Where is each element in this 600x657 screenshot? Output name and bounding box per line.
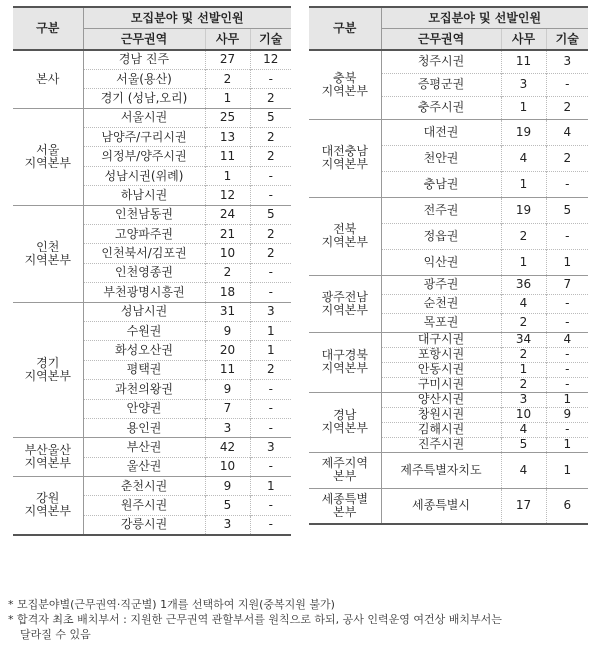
area-cell: 제주특별자치도 (381, 452, 501, 488)
office-count-cell: 31 (205, 302, 250, 321)
office-count-cell: 24 (205, 205, 250, 224)
area-cell: 부천광명시흥권 (83, 283, 205, 302)
office-count-cell: 12 (205, 186, 250, 205)
region-label: 본부 (333, 469, 357, 483)
tech-count-cell: - (250, 380, 291, 399)
area-cell: 인천남동권 (83, 205, 205, 224)
region-label: 지역본부 (321, 157, 368, 171)
area-cell: 진주시권 (381, 437, 501, 452)
left-table-body (13, 50, 291, 535)
area-cell: 양산시권 (381, 392, 501, 407)
office-count-cell: 10 (501, 407, 546, 422)
office-count-cell: 1 (501, 362, 546, 377)
area-cell: 과천의왕권 (83, 380, 205, 399)
region-cell (13, 438, 83, 477)
office-count-cell: 4 (501, 422, 546, 437)
tech-count-cell: 1 (546, 437, 588, 452)
area-cell: 원주시권 (83, 496, 205, 515)
area-cell: 고양파주권 (83, 225, 205, 244)
table-row (309, 119, 588, 145)
region-cell (309, 452, 381, 488)
header-tech: 기술 (546, 29, 588, 51)
region-label: 제주지역 (321, 456, 368, 470)
tech-count-cell: - (250, 186, 291, 205)
header-category: 구분 (13, 7, 83, 50)
tech-count-cell: 2 (250, 89, 291, 108)
footnote-line: * 합격자 최초 배치부서 : 지원한 근무권역 관할부서를 원칙으로 하되, 공사 인력운영 여건상 배치부서는 (8, 613, 502, 626)
header-recruit-field: 모집분야 및 선발인원 (381, 7, 588, 29)
office-count-cell: 19 (501, 119, 546, 145)
region-label: 지역본부 (321, 235, 368, 249)
region-cell (309, 392, 381, 452)
tech-count-cell: - (250, 418, 291, 437)
area-cell: 순천권 (381, 294, 501, 313)
tech-count-cell: 5 (250, 108, 291, 127)
office-count-cell: 20 (205, 341, 250, 360)
office-count-cell: 17 (501, 488, 546, 524)
area-cell: 서울(용산) (83, 69, 205, 88)
table-row (309, 452, 588, 488)
table-row (309, 332, 588, 347)
region-label: 지역본부 (321, 83, 368, 98)
tech-count-cell: - (250, 496, 291, 515)
office-count-cell: 2 (501, 377, 546, 392)
header-recruit-field: 모집분야 및 선발인원 (83, 7, 291, 29)
office-count-cell: 9 (205, 380, 250, 399)
table-row (13, 302, 291, 321)
office-count-cell: 21 (205, 225, 250, 244)
office-count-cell: 4 (501, 294, 546, 313)
region-label: 부산울산 (24, 443, 71, 458)
region-label: 지역본부 (321, 302, 368, 317)
table-row (13, 477, 291, 496)
tech-count-cell: - (546, 377, 588, 392)
region-label: 서울 (36, 142, 60, 157)
footnotes (8, 597, 596, 642)
region-cell (309, 275, 381, 332)
tech-count-cell: - (250, 166, 291, 185)
area-cell: 인천영종권 (83, 263, 205, 282)
area-cell: 평택권 (83, 360, 205, 379)
area-cell: 인천북서/김포권 (83, 244, 205, 263)
tech-count-cell: - (250, 283, 291, 302)
tech-count-cell: 3 (250, 438, 291, 457)
tech-count-cell: 2 (250, 147, 291, 166)
header-tech: 기술 (250, 29, 291, 51)
tech-count-cell: 5 (250, 205, 291, 224)
table-row (13, 50, 291, 69)
office-count-cell: 19 (501, 197, 546, 223)
tech-count-cell: - (546, 73, 588, 96)
tech-count-cell: 3 (546, 50, 588, 73)
tech-count-cell: 7 (546, 275, 588, 294)
tech-count-cell: 12 (250, 50, 291, 69)
tech-count-cell: 3 (250, 302, 291, 321)
area-cell: 하남시권 (83, 186, 205, 205)
table-row (309, 50, 588, 73)
region-label: 전북 (333, 222, 357, 236)
office-count-cell: 5 (205, 496, 250, 515)
office-count-cell: 11 (205, 147, 250, 166)
area-cell: 안동시권 (381, 362, 501, 377)
area-cell: 천안권 (381, 145, 501, 171)
tech-count-cell: 1 (250, 477, 291, 496)
area-cell: 성남시권(위례) (83, 166, 205, 185)
office-count-cell: 11 (501, 50, 546, 73)
tech-count-cell: - (250, 263, 291, 282)
tech-count-cell: 1 (546, 249, 588, 275)
footnote-line: 달라질 수 있음 (20, 628, 91, 641)
tech-count-cell: 6 (546, 488, 588, 524)
tech-count-cell: - (546, 362, 588, 377)
region-label: 지역본부 (321, 361, 368, 375)
region-label: 지역본부 (24, 456, 71, 471)
area-cell: 충주시권 (381, 96, 501, 119)
region-label: 광주전남 (321, 289, 368, 304)
tech-count-cell: - (250, 69, 291, 88)
tech-count-cell: 5 (546, 197, 588, 223)
area-cell: 익산권 (381, 249, 501, 275)
table-row (309, 197, 588, 223)
region-label: 경남 (333, 408, 357, 422)
tech-count-cell: 2 (250, 360, 291, 379)
office-count-cell: 27 (205, 50, 250, 69)
tech-count-cell: 2 (546, 96, 588, 119)
table-row (13, 438, 291, 457)
region-label: 본사 (36, 71, 60, 86)
right-table-body (309, 50, 588, 524)
area-cell: 광주권 (381, 275, 501, 294)
header-office: 사무 (501, 29, 546, 51)
area-cell: 화성오산권 (83, 341, 205, 360)
region-label: 강원 (36, 491, 60, 506)
region-cell (309, 488, 381, 524)
region-cell (309, 332, 381, 392)
area-cell: 경남 진주 (83, 50, 205, 69)
tech-count-cell: 4 (546, 119, 588, 145)
tech-count-cell: 9 (546, 407, 588, 422)
area-cell: 대전권 (381, 119, 501, 145)
office-count-cell: 1 (501, 171, 546, 197)
tech-count-cell: - (546, 313, 588, 332)
tech-count-cell: 2 (250, 128, 291, 147)
office-count-cell: 5 (501, 437, 546, 452)
region-cell (309, 197, 381, 275)
area-cell: 창원시권 (381, 407, 501, 422)
office-count-cell: 18 (205, 283, 250, 302)
region-cell (13, 477, 83, 535)
area-cell: 목포권 (381, 313, 501, 332)
header-work-area: 근무권역 (381, 29, 501, 51)
tech-count-cell: - (546, 171, 588, 197)
tech-count-cell: - (546, 294, 588, 313)
office-count-cell: 2 (501, 223, 546, 249)
header-office: 사무 (205, 29, 250, 51)
area-cell: 수원권 (83, 321, 205, 340)
area-cell: 정읍권 (381, 223, 501, 249)
area-cell: 춘천시권 (83, 477, 205, 496)
table-row (309, 392, 588, 407)
table-row (309, 488, 588, 524)
left-recruit-table (13, 6, 291, 536)
table-row (309, 275, 588, 294)
office-count-cell: 9 (205, 321, 250, 340)
tech-count-cell: - (546, 223, 588, 249)
tech-count-cell: 1 (250, 321, 291, 340)
table-row (13, 205, 291, 224)
office-count-cell: 4 (501, 452, 546, 488)
tech-count-cell: 2 (250, 225, 291, 244)
office-count-cell: 2 (501, 347, 546, 362)
area-cell: 청주시권 (381, 50, 501, 73)
area-cell: 김해시권 (381, 422, 501, 437)
footnote-line: * 모집분야별(근무권역·직군별) 1개를 선택하여 지원(중복지원 불가) (8, 598, 335, 611)
area-cell: 포항시권 (381, 347, 501, 362)
area-cell: 경기 (성남,오리) (83, 89, 205, 108)
office-count-cell: 1 (501, 249, 546, 275)
region-label: 본부 (333, 504, 357, 519)
tech-count-cell: - (546, 422, 588, 437)
office-count-cell: 1 (501, 96, 546, 119)
area-cell: 서울시권 (83, 108, 205, 127)
region-label: 지역본부 (24, 368, 71, 383)
office-count-cell: 9 (205, 477, 250, 496)
tech-count-cell: 2 (546, 145, 588, 171)
area-cell: 증평군권 (381, 73, 501, 96)
office-count-cell: 2 (205, 263, 250, 282)
region-label: 지역본부 (24, 504, 71, 519)
tech-count-cell: 1 (546, 452, 588, 488)
region-cell (309, 50, 381, 119)
header-category: 구분 (309, 7, 381, 50)
tech-count-cell: 1 (250, 341, 291, 360)
office-count-cell: 2 (501, 313, 546, 332)
office-count-cell: 3 (205, 515, 250, 534)
office-count-cell: 7 (205, 399, 250, 418)
area-cell: 부산권 (83, 438, 205, 457)
area-cell: 울산권 (83, 457, 205, 476)
tech-count-cell: - (250, 457, 291, 476)
area-cell: 의정부/양주시권 (83, 147, 205, 166)
area-cell: 강릉시권 (83, 515, 205, 534)
office-count-cell: 42 (205, 438, 250, 457)
region-label: 지역본부 (24, 155, 71, 170)
region-label: 인천 (36, 239, 60, 254)
tech-count-cell: 1 (546, 392, 588, 407)
table-row (13, 108, 291, 127)
region-label: 세종특별 (321, 491, 368, 506)
right-recruit-table (309, 6, 588, 525)
office-count-cell: 34 (501, 332, 546, 347)
area-cell: 구미시권 (381, 377, 501, 392)
tech-count-cell: - (250, 399, 291, 418)
office-count-cell: 3 (501, 392, 546, 407)
office-count-cell: 25 (205, 108, 250, 127)
area-cell: 성남시권 (83, 302, 205, 321)
region-cell (309, 119, 381, 197)
region-cell (13, 50, 83, 108)
region-label: 충북 (333, 70, 357, 85)
region-label: 경기 (36, 355, 60, 370)
header-work-area: 근무권역 (83, 29, 205, 51)
region-cell (13, 108, 83, 205)
office-count-cell: 10 (205, 457, 250, 476)
area-cell: 남양주/구리시권 (83, 128, 205, 147)
office-count-cell: 36 (501, 275, 546, 294)
office-count-cell: 1 (205, 166, 250, 185)
area-cell: 용인권 (83, 418, 205, 437)
office-count-cell: 1 (205, 89, 250, 108)
region-label: 지역본부 (24, 252, 71, 267)
region-label: 지역본부 (321, 421, 368, 435)
tech-count-cell: - (250, 515, 291, 534)
office-count-cell: 10 (205, 244, 250, 263)
office-count-cell: 3 (205, 418, 250, 437)
office-count-cell: 4 (501, 145, 546, 171)
region-label: 대전충남 (321, 144, 368, 158)
area-cell: 대구시권 (381, 332, 501, 347)
tech-count-cell: 2 (250, 244, 291, 263)
tech-count-cell: - (546, 347, 588, 362)
area-cell: 세종특별시 (381, 488, 501, 524)
area-cell: 안양권 (83, 399, 205, 418)
office-count-cell: 11 (205, 360, 250, 379)
tech-count-cell: 4 (546, 332, 588, 347)
office-count-cell: 3 (501, 73, 546, 96)
area-cell: 충남권 (381, 171, 501, 197)
region-cell (13, 205, 83, 302)
region-label: 대구경북 (321, 348, 368, 362)
region-cell (13, 302, 83, 438)
office-count-cell: 13 (205, 128, 250, 147)
area-cell: 전주권 (381, 197, 501, 223)
office-count-cell: 2 (205, 69, 250, 88)
